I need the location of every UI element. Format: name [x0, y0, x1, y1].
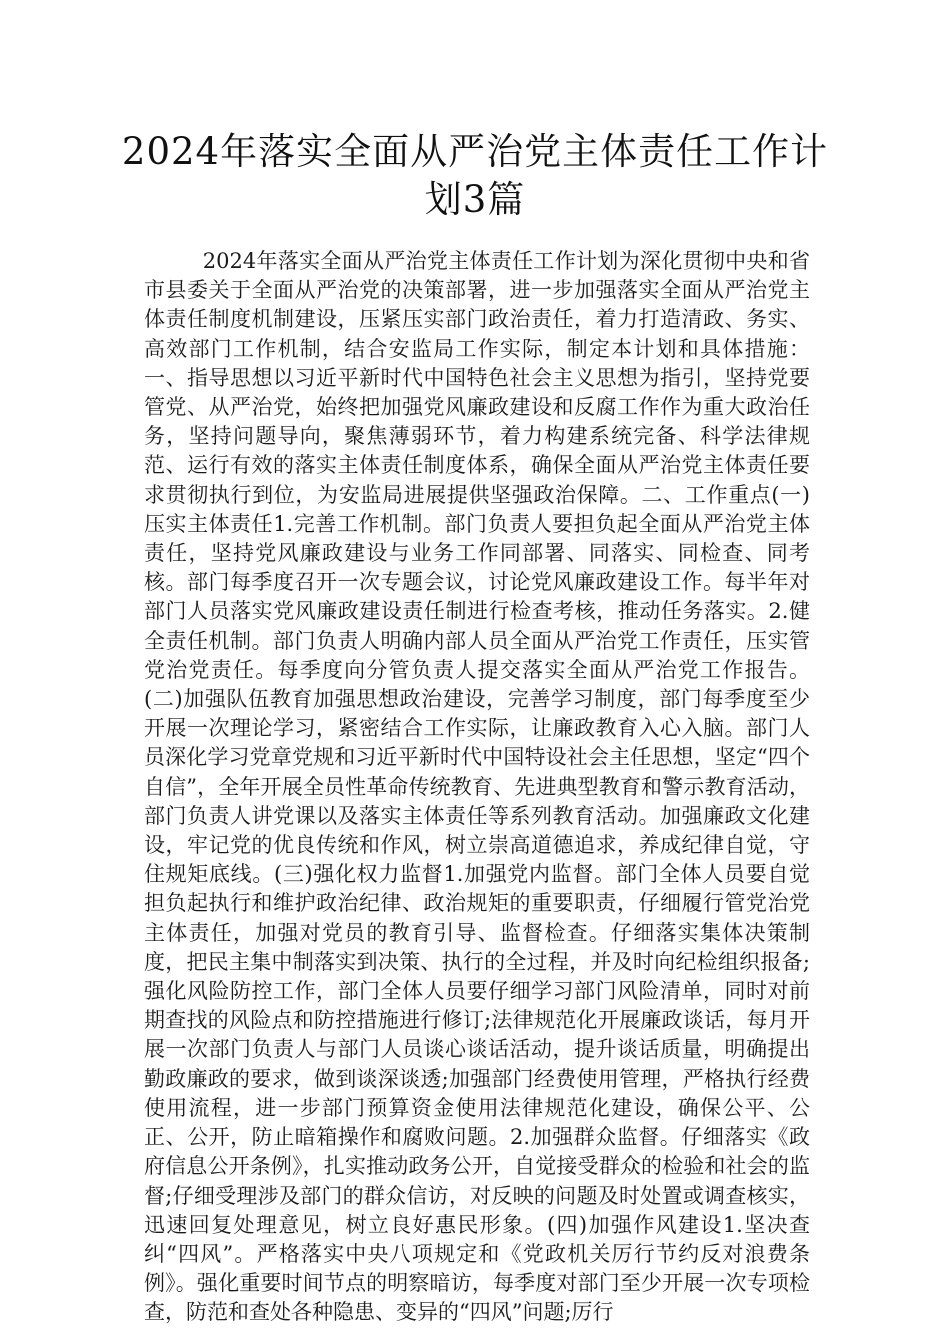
document-title: 2024年落实全面从严治党主体责任工作计划3篇 — [121, 130, 829, 221]
document-body-paragraph: 2024年落实全面从严治党主体责任工作计划为深化贯彻中央和省市县委关于全面从严治党的决策部署，进一步加强落实全面从严治党主体责任制度机制建设，压紧压实部门政治责任，着力打造清政、务实、高效部门工作机制，结合安监局工作实际，制定本计划和具体措施：一、指导思想以习近平新时代中国特色社会主义思想为指引，坚持党要管党、从严治党，始终把加强党风廉政建设和反腐工作作为重大政治任务，坚持问题导向，聚焦薄弱环节，着力构建系统完备、科学法律规范、运行有效的落实主体责任制度体系，确保全面从严治党主体责任要求贯彻执行到位，为安监局进展提供坚强政治保障。二、工作重点(一)压实主体责任1.完善工作机制。部门负责人要担负起全面从严治党主体责任，坚持党风廉政建设与业务工作同部署、同落实、同检查、同考核。部门每季度召开一次专题会议，讨论党风廉政建设工作。每半年对部门人员落实党风廉政建设责任制进行检查考核，推动任务落实。2.健全责任机制。部门负责人明确内部人员全面从严治党工作责任，压实管党治党责任。每季度向分管负责人提交落实全面从严治党工作报告。(二)加强队伍教育加强思想政治建设，完善学习制度，部门每季度至少开展一次理论学习，紧密结合工作实际，让廉政教育入心入脑。部门人员深化学习党章党规和习近平新时代中国特设社会主任思想，坚定“四个自信”，全年开展全员性革命传统教育、先进典型教育和警示教育活动，部门负责人讲党课以及落实主体责任等系列教育活动。加强廉政文化建设，牢记党的优良传统和作风，树立崇高道德追求，养成纪律自觉，守住规矩底线。(三)强化权力监督1.加强党内监督。部门全体人员要自觉担负起执行和维护政治纪律、政治规矩的重要职责，仔细履行管党治党主体责任，加强对党员的教育引导、监督检查。仔细落实集体决策制度，把民主集中制落实到决策、执行的全过程，并及时向纪检组织报备;强化风险防控工作，部门全体人员要仔细学习部门风险清单，同时对前期查找的风险点和防控措施进行修订;法律规范化开展廉政谈话，每月开展一次部门负责人与部门人员谈心谈话活动，提升谈话质量，明确提出勤政廉政的要求，做到谈深谈透;加强部门经费使用管理，严格执行经费使用流程，进一步部门预算资金使用法律规范化建设，确保公平、公正、公开，防止暗箱操作和腐败问题。2.加强群众监督。仔细落实《政府信息公开条例》，扎实推动政务公开，自觉接受群众的检验和社会的监督;仔细受理涉及部门的群众信访，对反映的问题及时处置或调查核实，迅速回复处理意见，树立良好惠民形象。(四)加强作风建设1.坚决查纠“四风”。严格落实中央八项规定和《党政机关厉行节约反对浪费条例》。强化重要时间节点的明察暗访，每季度对部门至少开展一次专项检查，防范和查处各种隐患、变异的“四风”问题;厉行 — [144, 249, 810, 1325]
